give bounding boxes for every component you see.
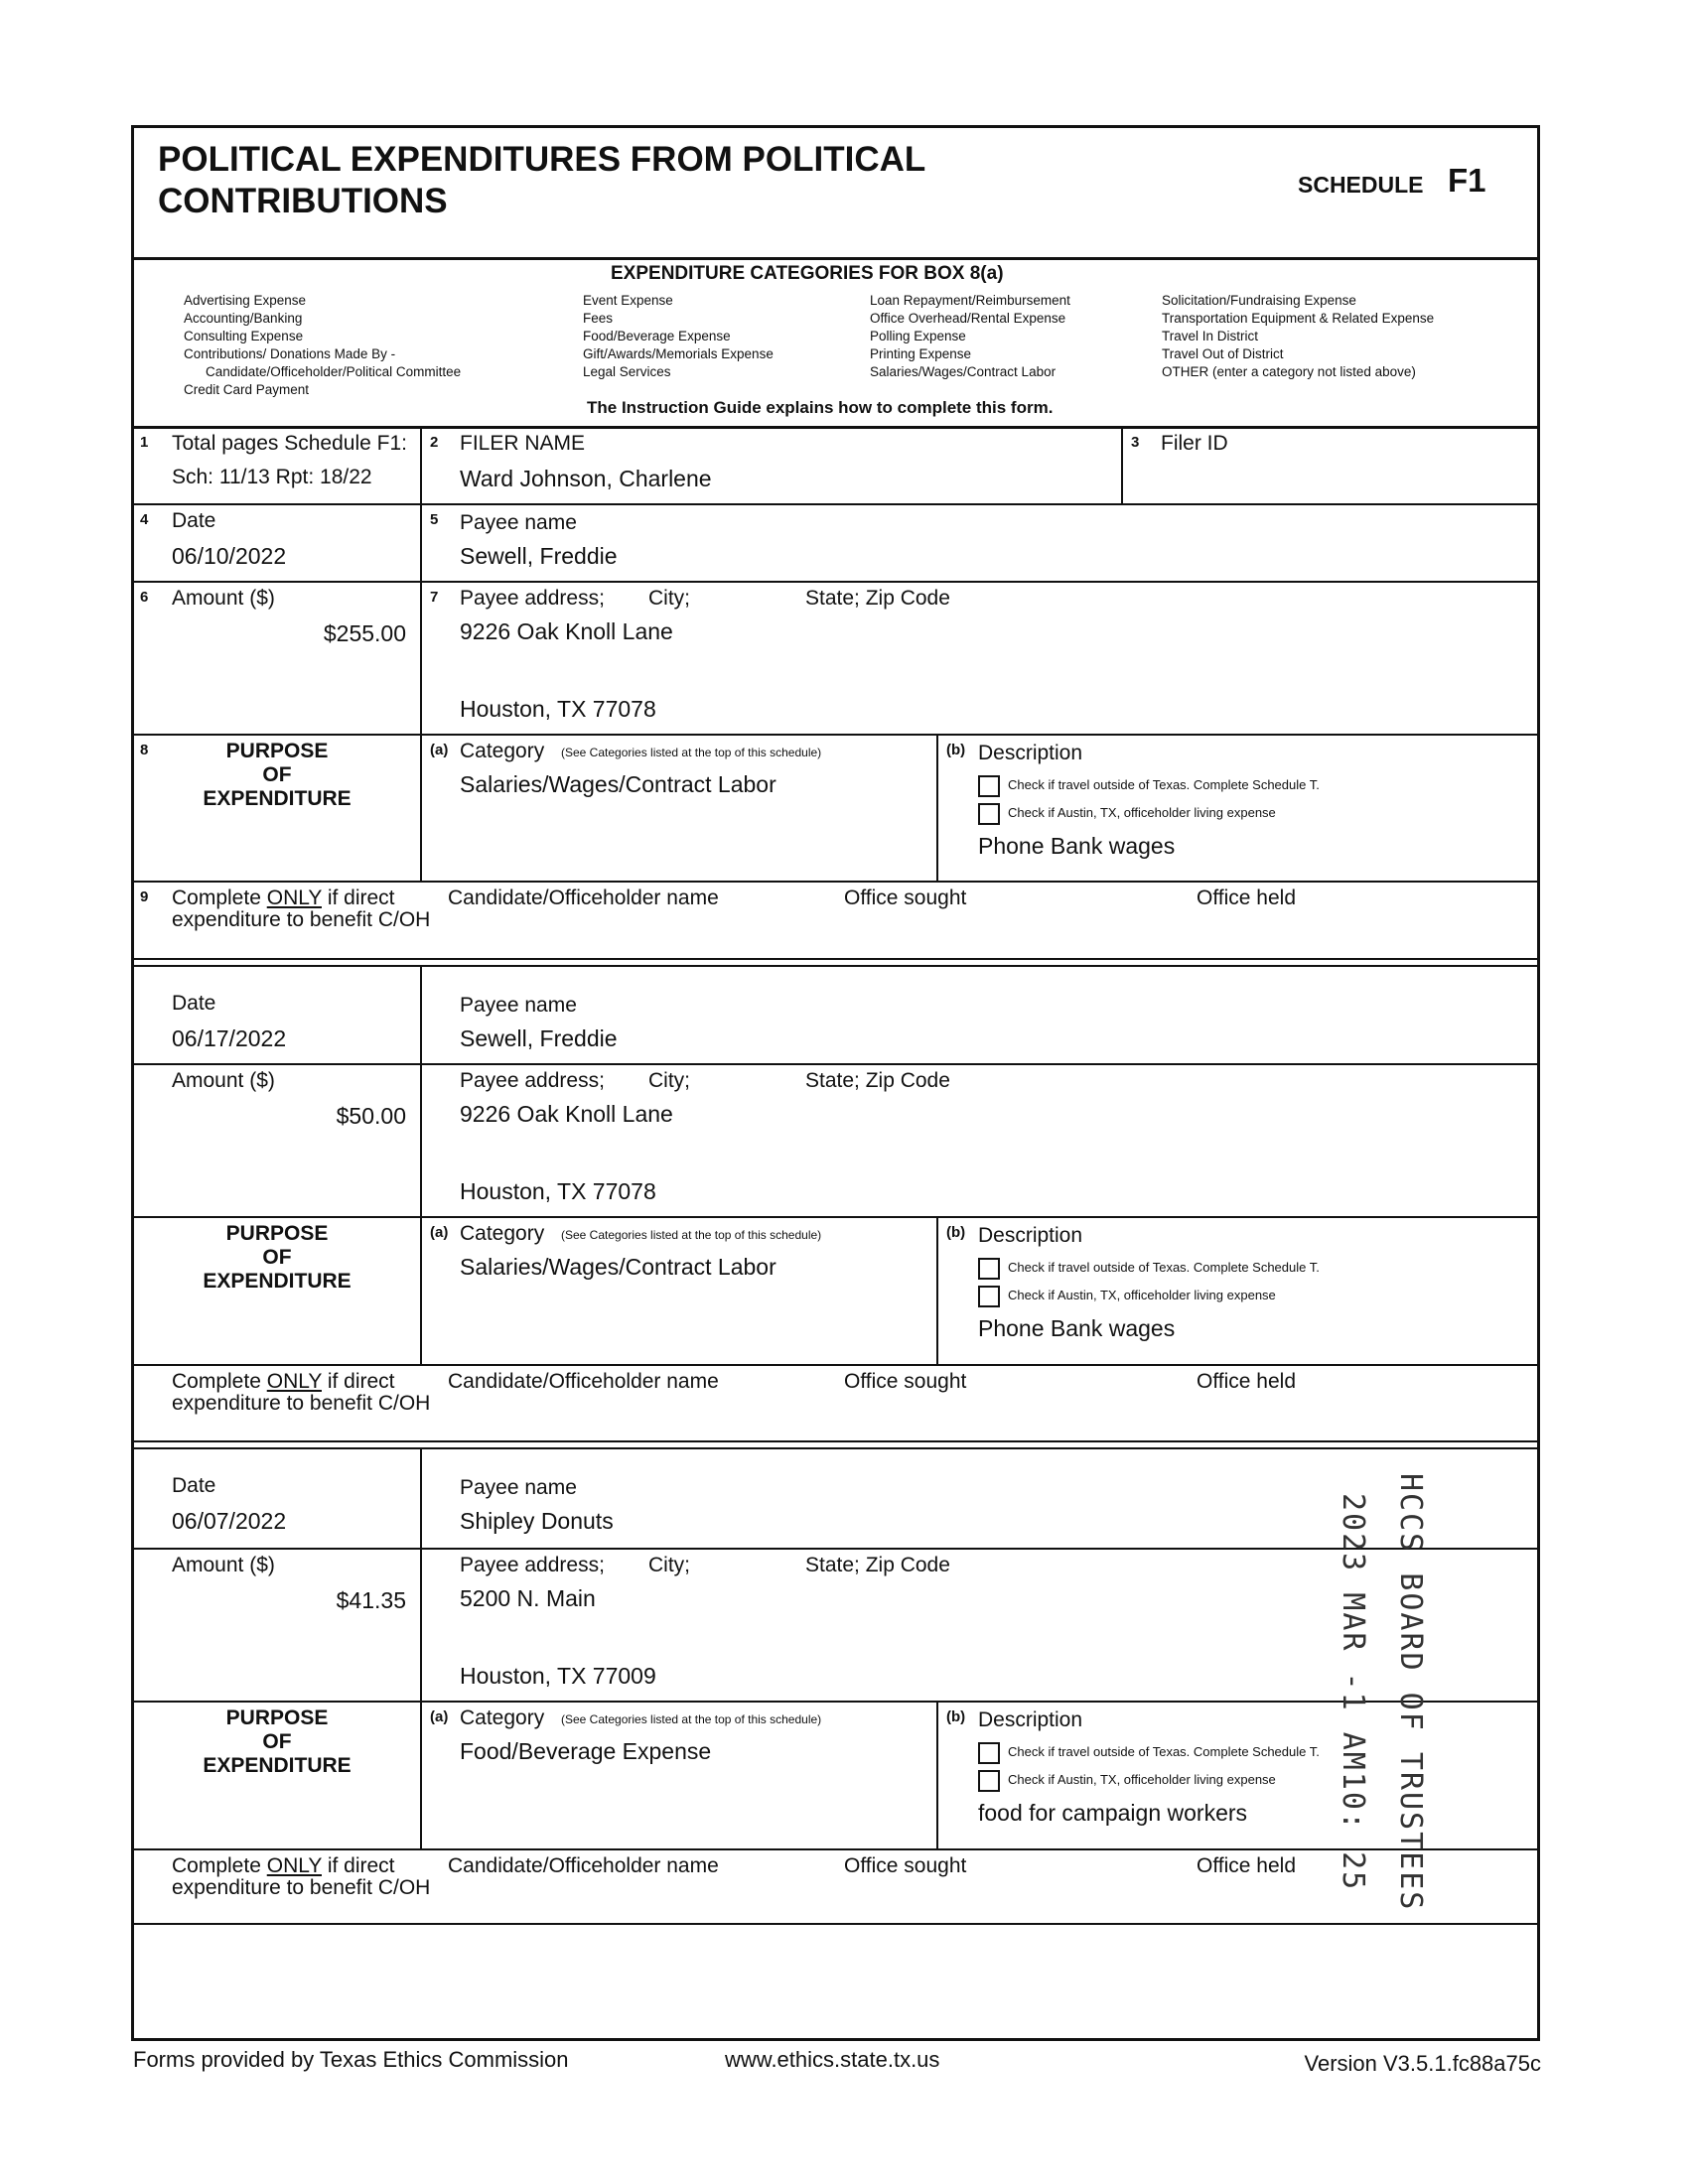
note-text: Complete (172, 1370, 261, 1393)
divider (936, 1216, 938, 1364)
schedule-f1-form (131, 125, 1540, 2041)
purpose-label: OF (262, 1730, 292, 1753)
purpose-label: OF (262, 763, 292, 786)
note-text: if direct (327, 1854, 395, 1877)
payee-address-line1: 9226 Oak Knoll Lane (460, 618, 673, 644)
schedule-id: F1 (1448, 162, 1486, 199)
schedule-label: SCHEDULE (1298, 172, 1424, 198)
divider (420, 503, 422, 881)
travel-check-label: Check if travel outside of Texas. Complete Schedule T. (1008, 777, 1320, 792)
category-item: Consulting Expense (184, 329, 304, 343)
divider (420, 1447, 422, 1848)
total-pages-value: Sch: 11/13 Rpt: 18/22 (172, 466, 372, 488)
box-number: 6 (140, 589, 149, 606)
payee-name-label: Payee name (460, 511, 577, 534)
note-text: Complete (172, 1854, 261, 1877)
box-letter: (b) (946, 1708, 966, 1725)
category-item: Polling Expense (870, 329, 966, 343)
divider (1121, 426, 1123, 503)
entry-separator (134, 958, 1537, 967)
category-item: Accounting/Banking (184, 311, 303, 326)
travel-check-label: Check if travel outside of Texas. Complete Schedule T. (1008, 1744, 1320, 1759)
date-label: Date (172, 992, 216, 1015)
divider (134, 1848, 1537, 1850)
city-label: City; (648, 1069, 690, 1092)
travel-checkbox[interactable] (978, 1742, 1000, 1764)
category-item: Candidate/Officeholder/Political Committee (206, 364, 462, 379)
filer-id-label: Filer ID (1161, 432, 1228, 455)
box-number: 2 (430, 434, 439, 451)
divider (936, 1701, 938, 1848)
box-number: 1 (140, 434, 149, 451)
divider (420, 965, 422, 1364)
divider (134, 881, 1537, 883)
payee-address-line1: 5200 N. Main (460, 1585, 596, 1611)
box-letter: (b) (946, 742, 966, 758)
received-stamp-line2: 2023 MAR -1 AM10: 25 (1336, 1493, 1370, 1892)
box-number: 9 (140, 888, 149, 905)
purpose-label: EXPENDITURE (203, 1270, 352, 1293)
payee-name-label: Payee name (460, 1476, 577, 1499)
complete-only-note (172, 1370, 395, 1394)
payee-address-line1: 9226 Oak Knoll Lane (460, 1101, 673, 1127)
purpose-label: EXPENDITURE (203, 1754, 352, 1777)
travel-checkbox[interactable] (978, 1258, 1000, 1280)
category-value: Food/Beverage Expense (460, 1738, 712, 1764)
category-note: (See Categories listed at the top of this schedule) (561, 1228, 822, 1242)
divider (134, 257, 1537, 260)
description-label: Description (978, 742, 1083, 764)
categories-col3 (870, 292, 1070, 381)
divider (134, 503, 1537, 505)
divider (134, 1063, 1537, 1065)
categories-heading: EXPENDITURE CATEGORIES FOR BOX 8(a) (611, 263, 1004, 284)
description-value: Phone Bank wages (978, 833, 1176, 859)
divider (134, 1548, 1537, 1550)
date-value: 06/10/2022 (172, 543, 287, 569)
austin-checkbox[interactable] (978, 803, 1000, 825)
purpose-label: EXPENDITURE (203, 787, 352, 810)
complete-only-note-line2: expenditure to benefit C/OH (172, 1392, 431, 1415)
purpose-label: PURPOSE (225, 1706, 329, 1729)
box-number: 5 (430, 511, 439, 528)
category-item: Fees (583, 311, 614, 326)
categories-col2 (583, 292, 774, 381)
purpose-label: OF (262, 1246, 292, 1269)
category-item: Travel Out of District (1162, 346, 1284, 361)
complete-only-note-line2: expenditure to benefit C/OH (172, 908, 431, 931)
divider (134, 1216, 1537, 1218)
box-number: 8 (140, 742, 149, 758)
date-value: 06/17/2022 (172, 1025, 287, 1051)
divider (134, 1364, 1537, 1366)
box-letter: (a) (430, 1708, 449, 1725)
footer-provider: Forms provided by Texas Ethics Commission (133, 2047, 569, 2072)
divider (936, 734, 938, 881)
instruction-note: The Instruction Guide explains how to complete this form. (587, 398, 1054, 417)
date-label: Date (172, 509, 216, 532)
category-item: Office Overhead/Rental Expense (870, 311, 1066, 326)
category-item: Loan Repayment/Reimbursement (870, 293, 1070, 308)
category-value: Salaries/Wages/Contract Labor (460, 1254, 776, 1280)
amount-value: $41.35 (336, 1587, 406, 1613)
complete-only-note (172, 1854, 395, 1878)
payee-name-value: Sewell, Freddie (460, 1025, 618, 1051)
box-letter: (a) (430, 742, 449, 758)
description-value: food for campaign workers (978, 1800, 1248, 1826)
category-item: Gift/Awards/Memorials Expense (583, 346, 774, 361)
category-note: (See Categories listed at the top of this schedule) (561, 746, 822, 759)
date-label: Date (172, 1474, 216, 1497)
divider (134, 1923, 1537, 1925)
amount-value: $255.00 (323, 620, 406, 646)
austin-check-label: Check if Austin, TX, officeholder living expense (1008, 1288, 1276, 1302)
entry-separator (134, 1440, 1537, 1449)
purpose-label: PURPOSE (225, 1222, 329, 1245)
category-item: Contributions/ Donations Made By - (184, 346, 396, 361)
category-item: Advertising Expense (184, 293, 307, 308)
form-title-line1: POLITICAL EXPENDITURES FROM POLITICAL (158, 140, 926, 179)
payee-address-line2: Houston, TX 77078 (460, 1178, 656, 1204)
divider (420, 426, 422, 503)
filer-name-value: Ward Johnson, Charlene (460, 466, 712, 491)
category-item: Credit Card Payment (184, 382, 310, 397)
state-zip-label: State; Zip Code (805, 587, 950, 610)
divider (134, 581, 1537, 583)
payee-address-label: Payee address; (460, 1554, 605, 1576)
footer-version: Version V3.5.1.fc88a75c (1304, 2051, 1541, 2076)
office-sought-label: Office sought (844, 887, 967, 909)
filer-name-label: FILER NAME (460, 432, 586, 455)
category-label: Category (460, 1222, 545, 1245)
office-sought-label: Office sought (844, 1370, 967, 1393)
category-item: Solicitation/Fundraising Expense (1162, 293, 1356, 308)
candidate-name-label: Candidate/Officeholder name (448, 1854, 719, 1877)
description-label: Description (978, 1708, 1083, 1731)
divider (134, 426, 1537, 429)
note-text: ONLY (266, 887, 322, 909)
divider (134, 734, 1537, 736)
travel-checkbox[interactable] (978, 775, 1000, 797)
box-letter: (a) (430, 1224, 449, 1241)
footer-website[interactable]: www.ethics.state.tx.us (725, 2047, 940, 2072)
candidate-name-label: Candidate/Officeholder name (448, 1370, 719, 1393)
city-label: City; (648, 587, 690, 610)
office-sought-label: Office sought (844, 1854, 967, 1877)
categories-col1 (184, 292, 461, 399)
amount-label: Amount ($) (172, 1069, 275, 1092)
category-item: Food/Beverage Expense (583, 329, 731, 343)
purpose-label: PURPOSE (225, 740, 329, 762)
box-number: 4 (140, 511, 149, 528)
form-title-line2: CONTRIBUTIONS (158, 182, 448, 220)
state-zip-label: State; Zip Code (805, 1069, 950, 1092)
note-text: ONLY (266, 1370, 322, 1393)
austin-check-label: Check if Austin, TX, officeholder living expense (1008, 805, 1276, 820)
amount-label: Amount ($) (172, 1554, 275, 1576)
office-held-label: Office held (1197, 887, 1297, 909)
box-letter: (b) (946, 1224, 966, 1241)
payee-address-label: Payee address; (460, 1069, 605, 1092)
category-value: Salaries/Wages/Contract Labor (460, 771, 776, 797)
austin-check-label: Check if Austin, TX, officeholder living expense (1008, 1772, 1276, 1787)
payee-address-line2: Houston, TX 77078 (460, 696, 656, 722)
candidate-name-label: Candidate/Officeholder name (448, 887, 719, 909)
amount-value: $50.00 (336, 1103, 406, 1129)
travel-check-label: Check if travel outside of Texas. Complete Schedule T. (1008, 1260, 1320, 1275)
category-item: Event Expense (583, 293, 673, 308)
category-label: Category (460, 1706, 545, 1729)
payee-address-label: Payee address; (460, 587, 605, 610)
payee-address-line2: Houston, TX 77009 (460, 1663, 656, 1689)
state-zip-label: State; Zip Code (805, 1554, 950, 1576)
category-item: Printing Expense (870, 346, 972, 361)
complete-only-note (172, 887, 395, 910)
office-held-label: Office held (1197, 1370, 1297, 1393)
categories-col4 (1162, 292, 1434, 381)
payee-name-label: Payee name (460, 994, 577, 1017)
category-note: (See Categories listed at the top of this schedule) (561, 1712, 822, 1726)
total-pages-label: Total pages Schedule F1: (172, 432, 407, 455)
date-value: 06/07/2022 (172, 1508, 287, 1534)
note-text: ONLY (266, 1854, 322, 1877)
city-label: City; (648, 1554, 690, 1576)
amount-label: Amount ($) (172, 587, 275, 610)
payee-name-value: Shipley Donuts (460, 1508, 614, 1534)
payee-name-value: Sewell, Freddie (460, 543, 618, 569)
category-item: Salaries/Wages/Contract Labor (870, 364, 1057, 379)
category-item: Transportation Equipment & Related Expense (1162, 311, 1435, 326)
note-text: if direct (327, 887, 395, 909)
description-label: Description (978, 1224, 1083, 1247)
austin-checkbox[interactable] (978, 1770, 1000, 1792)
category-item: Legal Services (583, 364, 671, 379)
divider (134, 1701, 1537, 1703)
complete-only-note-line2: expenditure to benefit C/OH (172, 1876, 431, 1899)
category-label: Category (460, 740, 545, 762)
note-text: Complete (172, 887, 261, 909)
category-item: OTHER (enter a category not listed above) (1162, 364, 1416, 379)
category-item: Travel In District (1162, 329, 1259, 343)
box-number: 3 (1131, 434, 1140, 451)
office-held-label: Office held (1197, 1854, 1297, 1877)
austin-checkbox[interactable] (978, 1286, 1000, 1307)
box-number: 7 (430, 589, 439, 606)
description-value: Phone Bank wages (978, 1315, 1176, 1341)
note-text: if direct (327, 1370, 395, 1393)
received-stamp-line1: HCCS BOARD OF TRUSTEES (1393, 1473, 1428, 1912)
